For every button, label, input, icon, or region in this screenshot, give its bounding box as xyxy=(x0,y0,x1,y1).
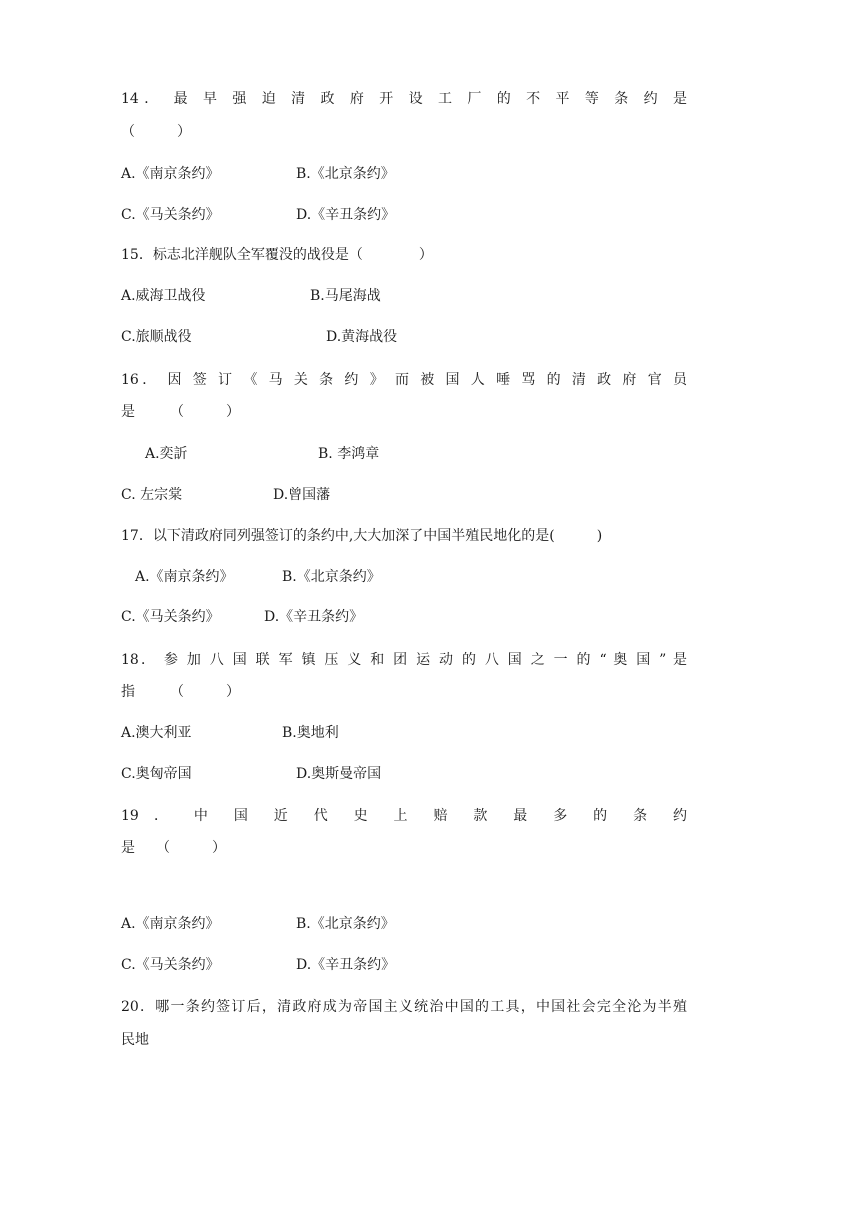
question-18-option-b: B.奥地利 xyxy=(282,725,339,741)
question-16-option-c: C. 左宗棠 xyxy=(121,487,183,503)
question-19-option-a: A.《南京条约》 xyxy=(121,916,220,932)
question-16-option-b: B. 李鸿章 xyxy=(318,446,380,462)
question-20-stem: 20．哪一条约签订后，清政府成为帝国主义统治中国的工具，中国社会完全沦为半殖 xyxy=(121,999,687,1015)
question-20-stem-continued: 民地 xyxy=(121,1032,149,1048)
question-14-answer-blank: （ ） xyxy=(121,124,191,140)
question-18-option-a: A.澳大利亚 xyxy=(121,725,192,741)
question-19-option-d: D.《辛丑条约》 xyxy=(296,957,396,973)
question-14-option-c: C.《马关条约》 xyxy=(121,207,220,223)
question-17-option-a: A.《南京条约》 xyxy=(135,569,234,585)
question-17-option-c: C.《马关条约》 xyxy=(121,609,220,625)
question-14-option-b: B.《北京条约》 xyxy=(296,166,395,182)
question-16-stem: 16． 因 签 订 《 马 关 条 约 》 而 被 国 人 唾 骂 的 清 政 府 官 员 xyxy=(121,372,687,388)
question-15-option-c: C.旅顺战役 xyxy=(121,329,192,345)
question-14-stem: 14． 最 早 强 迫 清 政 府 开 设 工 厂 的 不 平 等 条 约 是 xyxy=(121,91,687,107)
question-15-option-a: A.威海卫战役 xyxy=(121,288,206,304)
question-16-answer-blank: 是 （ ） xyxy=(121,404,240,420)
question-19-option-b: B.《北京条约》 xyxy=(296,916,395,932)
question-16-option-a: A.奕訢 xyxy=(145,446,188,462)
question-18-option-c: C.奥匈帝国 xyxy=(121,766,192,782)
question-19-option-c: C.《马关条约》 xyxy=(121,957,220,973)
question-17-option-d: D.《辛丑条约》 xyxy=(264,609,364,625)
question-18-stem: 18． 参 加 八 国 联 军 镇 压 义 和 团 运 动 的 八 国 之 一 的 “ 奥 国 ” 是 xyxy=(121,652,687,668)
question-15-option-d: D.黄海战役 xyxy=(326,329,398,345)
question-15-stem: 15．标志北洋舰队全军覆没的战役是（ ） xyxy=(121,247,433,263)
question-19-answer-blank: 是 （ ） xyxy=(121,840,226,856)
question-18-option-d: D.奥斯曼帝国 xyxy=(296,766,382,782)
question-14-option-a: A.《南京条约》 xyxy=(121,166,220,182)
question-14-option-d: D.《辛丑条约》 xyxy=(296,207,396,223)
question-15-option-b: B.马尾海战 xyxy=(310,288,381,304)
question-19-stem: 19 ． 中 国 近 代 史 上 赔 款 最 多 的 条 约 xyxy=(121,808,687,824)
question-17-stem: 17．以下清政府同列强签订的条约中,大大加深了中国半殖民地化的是( ) xyxy=(121,528,603,544)
question-17-option-b: B.《北京条约》 xyxy=(282,569,381,585)
question-16-option-d: D.曾国藩 xyxy=(273,487,331,503)
question-18-answer-blank: 指 （ ） xyxy=(121,684,240,700)
